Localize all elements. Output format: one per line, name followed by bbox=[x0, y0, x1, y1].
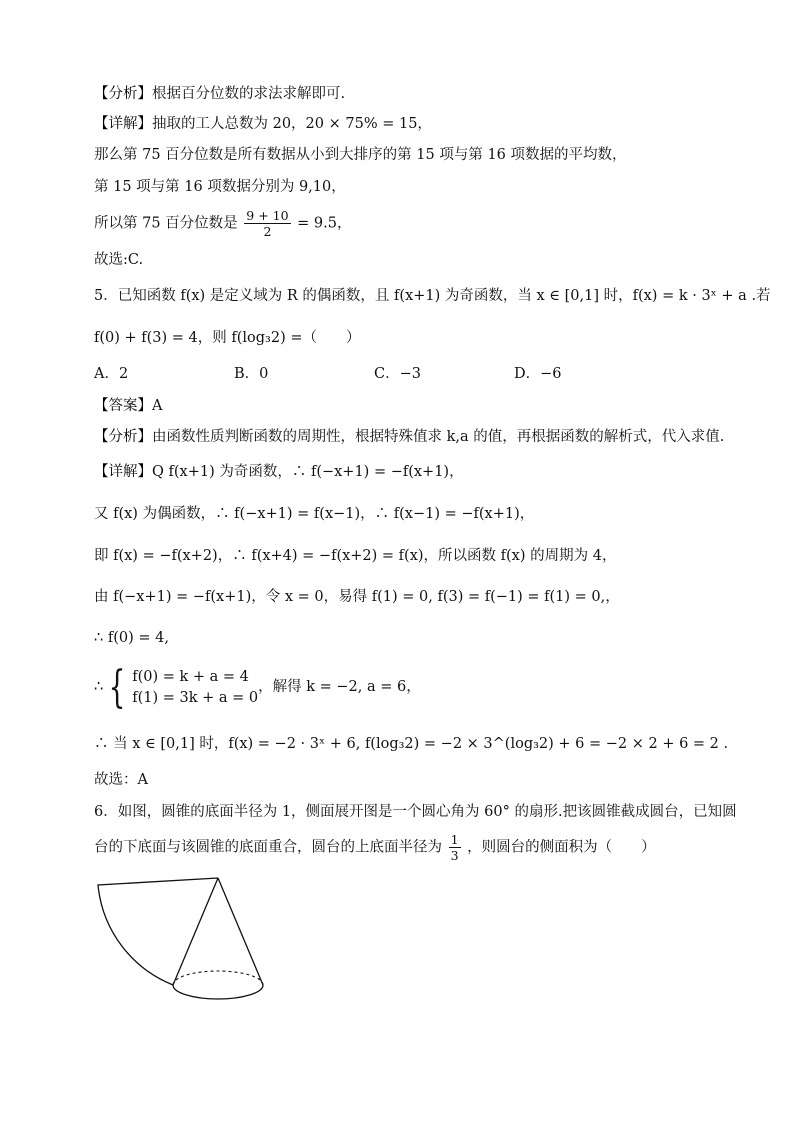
analysis-text: 根据百分位数的求法求解即可. bbox=[152, 86, 346, 102]
q5-answer-line bbox=[94, 398, 162, 415]
q5-stem-line-1: 5．已知函数 f(x) 是定义域为 R 的偶函数，且 f(x+1) 为奇函数，当 x ∈ [0,1] 时，f(x) = k · 3ˣ + a .若 bbox=[94, 288, 771, 304]
q4-analysis-line bbox=[94, 86, 345, 103]
analysis-text: 由函数性质判断函数的周期性，根据特殊值求 k,a 的值，再根据函数的解析式，代入求值. bbox=[152, 429, 725, 445]
q5-stem-line-2: f(0) + f(3) = 4，则 f(log₃2) =（ ） bbox=[94, 330, 361, 346]
q4-detail-line-3: 那么第 75 百分位数是所有数据从小到大排序的第 15 项与第 16 项数据的平均数， bbox=[94, 147, 627, 163]
option-c: C．−3 bbox=[374, 366, 421, 382]
detail-tag: 【详解】 bbox=[94, 116, 152, 132]
q4-detail-line-4: 第 15 项与第 16 项数据分别为 9,10， bbox=[94, 179, 346, 195]
detail-tag: 【详解】 bbox=[94, 464, 152, 480]
fraction bbox=[449, 833, 461, 862]
cone-left-slant bbox=[173, 878, 218, 985]
q5-detail-line-1 bbox=[94, 464, 464, 481]
solution-text: ，解得 k = −2, a = 6， bbox=[258, 679, 421, 696]
cone-and-sector-figure bbox=[96, 874, 276, 1009]
cone-base-front bbox=[173, 985, 263, 999]
option-d: D．−6 bbox=[514, 366, 562, 382]
q5-detail-line-2: 又 f(x) 为偶函数，∴ f(−x+1) = f(x−1)，∴ f(x−1) = −f(x+1)， bbox=[94, 506, 535, 522]
cone-right-slant bbox=[218, 878, 263, 985]
q5-conclusion: 故选：A bbox=[94, 772, 148, 788]
q4-detail-line-5 bbox=[94, 209, 352, 238]
q5-analysis-line bbox=[94, 429, 724, 446]
equation-2: f(1) = 3k + a = 0 bbox=[132, 690, 259, 706]
therefore-symbol: ∴ bbox=[94, 679, 104, 696]
text: = 9.5， bbox=[297, 215, 352, 232]
denominator: 2 bbox=[263, 224, 272, 240]
cone-base-back bbox=[173, 971, 263, 985]
equations bbox=[132, 667, 258, 709]
sector-outline bbox=[98, 878, 218, 985]
answer-text: A bbox=[152, 398, 163, 414]
option-b: B．0 bbox=[234, 366, 269, 382]
text: 台的下底面与该圆锥的底面重合，圆台的上底面半径为 bbox=[94, 839, 442, 856]
q5-detail-line-5: ∴ f(0) = 4, bbox=[94, 630, 169, 646]
analysis-tag: 【分析】 bbox=[94, 86, 152, 102]
q5-detail-line-3: 即 f(x) = −f(x+2)，∴ f(x+4) = −f(x+2) = f(x)，所以函数 f(x) 的周期为 4， bbox=[94, 548, 617, 564]
option-a: A．2 bbox=[94, 366, 129, 382]
numerator: 1 bbox=[450, 832, 459, 847]
answer-tag: 【答案】 bbox=[94, 398, 152, 414]
fraction bbox=[244, 209, 290, 238]
q5-detail-line-4: 由 f(−x+1) = −f(x+1)，令 x = 0，易得 f(1) = 0, f(3) = f(−1) = f(1) = 0,， bbox=[94, 589, 620, 605]
analysis-tag: 【分析】 bbox=[94, 429, 152, 445]
q4-detail-line bbox=[94, 116, 432, 133]
q5-options bbox=[94, 366, 654, 383]
text: ，则圆台的侧面积为（ ） bbox=[467, 839, 656, 856]
q5-detail-line-7: ∴ 当 x ∈ [0,1] 时，f(x) = −2 · 3ˣ + 6, f(log₃2) = −2 × 3^(log₃2) + 6 = −2 × 2 + 6 = 2 . bbox=[94, 736, 729, 752]
q5-equation-system-line bbox=[94, 662, 421, 713]
text: 所以第 75 百分位数是 bbox=[94, 215, 238, 232]
q6-stem-line-1: 6．如图，圆锥的底面半径为 1，侧面展开图是一个圆心角为 60° 的扇形.把该圆锥截成圆台，已知圆 bbox=[94, 804, 737, 820]
left-brace: { bbox=[108, 662, 126, 713]
detail-text: Q f(x+1) 为奇函数，∴ f(−x+1) = −f(x+1)， bbox=[152, 464, 464, 480]
detail-text: 抽取的工人总数为 20，20 × 75% = 15， bbox=[152, 116, 432, 132]
numerator: 9 + 10 bbox=[246, 208, 289, 223]
q6-stem-line-2 bbox=[94, 833, 656, 862]
equation-system bbox=[94, 662, 421, 713]
equation-1: f(0) = k + a = 4 bbox=[132, 668, 249, 685]
denominator: 3 bbox=[450, 848, 459, 864]
q4-conclusion: 故选:C. bbox=[94, 252, 144, 268]
